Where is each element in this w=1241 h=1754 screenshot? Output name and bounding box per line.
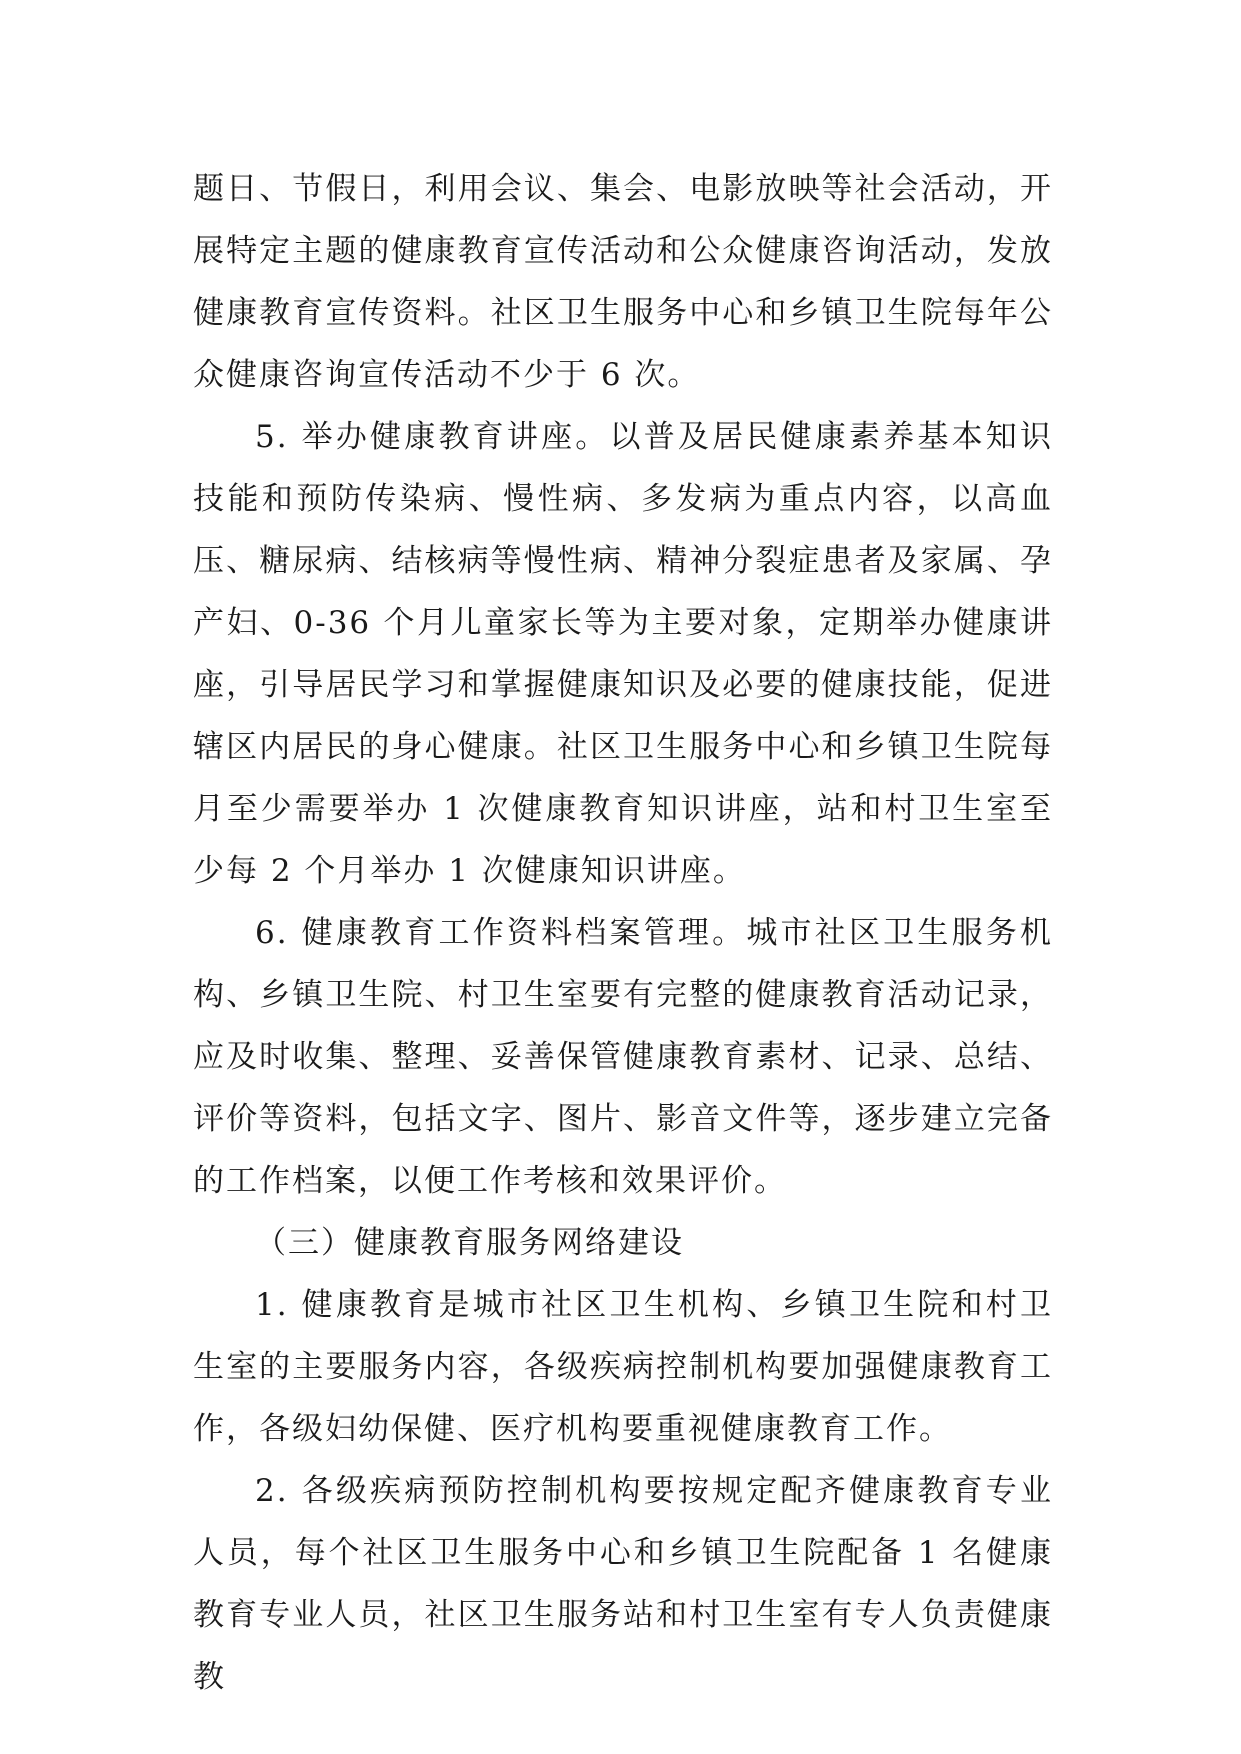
paragraph-continued: 题日、节假日，利用会议、集会、电影放映等社会活动，开展特定主题的健康教育宣传活动和公众健康咨询活动，发放健康教育宣传资料。社区卫生服务中心和乡镇卫生院每年公众健康咨询宣传活动不少于 6 次。 [193,171,1053,393]
paragraph-item-6-archives: 6. 健康教育工作资料档案管理。城市社区卫生服务机构、乡镇卫生院、村卫生室要有完整的健康教育活动记录，应及时收集、整理、妥善保管健康教育素材、记录、总结、评价等资料，包括文字、图片、影音文件等，逐步建立完备的工作档案，以便工作考核和效果评价。 [193,915,1053,1199]
paragraph-network-item-2: 2. 各级疾病预防控制机构要按规定配齐健康教育专业人员，每个社区卫生服务中心和乡镇卫生院配备 1 名健康教育专业人员，社区卫生服务站和村卫生室有专人负责健康教 [193,1473,1053,1695]
section-heading-3: （三）健康教育服务网络建设 [255,1225,684,1261]
paragraph-network-item-1: 1. 健康教育是城市社区卫生机构、乡镇卫生院和村卫生室的主要服务内容，各级疾病控制机构要加强健康教育工作，各级妇幼保健、医疗机构要重视健康教育工作。 [193,1287,1053,1447]
paragraph-item-5-lectures: 5. 举办健康教育讲座。以普及居民健康素养基本知识技能和预防传染病、慢性病、多发病为重点内容，以高血压、糖尿病、结核病等慢性病、精神分裂症患者及家属、孕产妇、0-36 个月儿童家长等为主要对象，定期举办健康讲座，引导居民学习和掌握健康知识及必要的健康技能，促进辖区内居民的身心健康。社区卫生服务中心和乡镇卫生院每月至少需要举办 1 次健康教育知识讲座，站和村卫生室至少每 2 个月举办 1 次健康知识讲座。 [193,419,1053,889]
document-body [193,158,1053,1708]
